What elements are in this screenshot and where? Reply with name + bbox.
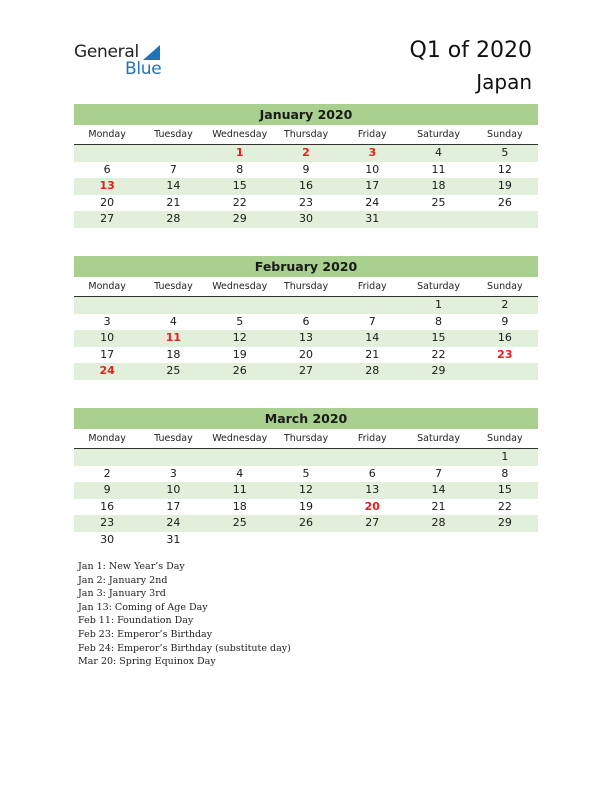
day-cell: 28	[365, 364, 380, 377]
day-cell: 1	[235, 146, 244, 159]
holiday-note: Feb 24: Emperor’s Birthday (substitute day)	[78, 642, 291, 654]
day-cell: 8	[501, 466, 509, 480]
weekday-label: Sunday	[487, 281, 523, 292]
day-cell: 9	[103, 483, 111, 496]
day-cell: 10	[365, 162, 380, 176]
day-cell: 1	[501, 450, 509, 463]
day-cell: 26	[497, 195, 512, 209]
day-cell: 17	[166, 499, 181, 513]
day-cell: 24	[166, 516, 181, 529]
empty-day-cell	[472, 532, 538, 549]
day-cell: 28	[431, 516, 446, 529]
day-cell: 31	[365, 212, 380, 225]
day-cell: 25	[232, 516, 247, 529]
weekday-label: Tuesday	[154, 129, 193, 140]
weekday-header-row	[74, 128, 538, 145]
holiday-note: Feb 11: Foundation Day	[78, 615, 194, 627]
day-cell: 18	[431, 179, 446, 192]
day-cell: 18	[232, 499, 247, 513]
day-cell: 11	[232, 483, 247, 496]
day-cell: 7	[368, 314, 376, 328]
day-cell: 13	[99, 179, 115, 192]
week-row	[74, 532, 538, 549]
weekday-label: Monday	[88, 281, 126, 292]
day-cell: 16	[298, 179, 313, 192]
month-title: March 2020	[74, 408, 538, 429]
day-cell: 3	[368, 146, 377, 159]
day-cell: 14	[166, 179, 181, 192]
day-cell: 22	[497, 499, 512, 513]
day-cell: 1	[435, 298, 443, 311]
day-cell: 12	[497, 162, 512, 176]
day-cell: 3	[103, 314, 111, 328]
holiday-note: Jan 13: Coming of Age Day	[78, 601, 208, 613]
day-cell: 4	[236, 466, 244, 480]
brand-logo	[74, 42, 174, 78]
weekday-label: Thursday	[283, 281, 329, 292]
day-cell: 23	[497, 347, 513, 361]
logo-flag-icon	[143, 45, 160, 60]
empty-day-cell	[273, 449, 339, 466]
day-cell: 15	[232, 179, 247, 192]
day-cell: 22	[431, 347, 446, 361]
day-cell: 2	[103, 466, 111, 480]
empty-day-cell	[140, 449, 206, 466]
empty-day-cell	[273, 297, 339, 314]
day-cell: 5	[302, 466, 310, 480]
empty-day-cell	[405, 449, 471, 466]
weekday-label: Wednesday	[212, 433, 268, 444]
day-cell: 13	[365, 483, 380, 496]
day-cell: 7	[169, 162, 177, 176]
empty-day-cell	[74, 297, 140, 314]
holiday-note: Jan 3: January 3rd	[78, 588, 166, 600]
day-cell: 2	[302, 146, 310, 159]
day-cell: 14	[431, 483, 446, 496]
day-cell: 30	[298, 212, 313, 225]
empty-day-cell	[207, 449, 273, 466]
day-cell: 6	[103, 162, 111, 176]
day-cell: 25	[431, 195, 446, 209]
day-cell: 12	[232, 331, 247, 344]
day-cell: 26	[298, 516, 313, 529]
weekday-label: Tuesday	[154, 433, 193, 444]
day-cell: 23	[298, 195, 313, 209]
holiday-note: Feb 23: Emperor’s Birthday	[78, 628, 213, 640]
day-cell: 24	[365, 195, 380, 209]
week-row	[74, 466, 538, 483]
weekday-label: Thursday	[283, 129, 329, 140]
empty-day-cell	[273, 532, 339, 549]
month-calendar-february	[74, 256, 538, 380]
holiday-note: Jan 2: January 2nd	[78, 574, 168, 586]
week-row	[74, 330, 538, 347]
day-cell: 17	[365, 179, 380, 192]
week-row	[74, 162, 538, 179]
day-cell: 31	[166, 532, 181, 546]
day-cell: 28	[166, 212, 181, 225]
weekday-label: Sunday	[487, 433, 523, 444]
day-cell: 20	[100, 195, 115, 209]
empty-day-cell	[207, 297, 273, 314]
day-cell: 24	[99, 364, 115, 377]
weekday-label: Friday	[357, 433, 387, 444]
holiday-notes	[78, 560, 291, 669]
weekday-label: Friday	[357, 129, 387, 140]
week-row	[74, 449, 538, 466]
day-cell: 9	[302, 162, 310, 176]
page-title: Q1 of 2020	[409, 38, 532, 63]
weekday-label: Saturday	[417, 433, 460, 444]
empty-day-cell	[339, 449, 405, 466]
day-cell: 27	[365, 516, 380, 529]
month-title: January 2020	[74, 104, 538, 125]
logo-word-blue: Blue	[125, 59, 162, 79]
day-cell: 8	[435, 314, 443, 328]
weekday-label: Wednesday	[212, 281, 268, 292]
day-cell: 29	[431, 364, 446, 377]
day-cell: 7	[435, 466, 443, 480]
day-cell: 27	[298, 364, 313, 377]
week-row	[74, 482, 538, 499]
week-row	[74, 297, 538, 314]
day-cell: 18	[166, 347, 181, 361]
week-row	[74, 515, 538, 532]
day-cell: 17	[100, 347, 115, 361]
weekday-label: Wednesday	[212, 129, 268, 140]
weekday-header-row	[74, 280, 538, 297]
day-cell: 26	[232, 364, 247, 377]
weekday-label: Monday	[88, 433, 126, 444]
weekday-label: Sunday	[487, 129, 523, 140]
day-cell: 25	[166, 364, 181, 377]
empty-day-cell	[74, 449, 140, 466]
day-cell: 5	[501, 146, 509, 159]
day-cell: 29	[497, 516, 512, 529]
empty-day-cell	[339, 297, 405, 314]
empty-day-cell	[74, 145, 140, 162]
week-row	[74, 363, 538, 380]
day-cell: 5	[236, 314, 244, 328]
day-cell: 9	[501, 314, 509, 328]
day-cell: 4	[169, 314, 177, 328]
empty-day-cell	[405, 211, 471, 228]
day-cell: 15	[497, 483, 512, 496]
day-cell: 3	[169, 466, 177, 480]
day-cell: 27	[100, 212, 115, 225]
week-row	[74, 499, 538, 516]
empty-day-cell	[472, 211, 538, 228]
holiday-note: Mar 20: Spring Equinox Day	[78, 656, 216, 668]
day-cell: 4	[435, 146, 443, 159]
day-cell: 30	[100, 532, 115, 546]
day-cell: 11	[165, 331, 182, 344]
day-cell: 23	[100, 516, 115, 529]
day-cell: 15	[431, 331, 446, 344]
weekday-label: Tuesday	[154, 281, 193, 292]
day-cell: 29	[232, 212, 247, 225]
empty-day-cell	[140, 145, 206, 162]
weekday-header-row	[74, 432, 538, 449]
day-cell: 10	[100, 331, 115, 344]
country-subtitle: Japan	[476, 70, 532, 94]
day-cell: 6	[302, 314, 310, 328]
empty-day-cell	[405, 532, 471, 549]
holiday-note: Jan 1: New Year’s Day	[78, 561, 185, 572]
day-cell: 14	[365, 331, 380, 344]
logo-word-general: General	[74, 42, 139, 62]
day-cell: 12	[298, 483, 313, 496]
empty-day-cell	[140, 297, 206, 314]
day-cell: 20	[364, 499, 380, 513]
day-cell: 6	[368, 466, 376, 480]
day-cell: 10	[166, 483, 181, 496]
day-cell: 21	[365, 347, 380, 361]
weekday-label: Saturday	[417, 129, 460, 140]
day-cell: 19	[497, 179, 512, 192]
month-calendar-march	[74, 408, 538, 548]
empty-day-cell	[207, 532, 273, 549]
day-cell: 19	[232, 347, 247, 361]
day-cell: 22	[232, 195, 247, 209]
day-cell: 2	[501, 298, 509, 311]
weekday-label: Saturday	[417, 281, 460, 292]
day-cell: 19	[298, 499, 313, 513]
month-title: February 2020	[74, 256, 538, 277]
day-cell: 8	[236, 162, 244, 176]
day-cell: 11	[431, 162, 446, 176]
day-cell: 21	[431, 499, 446, 513]
week-row	[74, 178, 538, 195]
month-calendar-january	[74, 104, 538, 228]
week-row	[74, 314, 538, 331]
day-cell: 21	[166, 195, 181, 209]
week-row	[74, 145, 538, 162]
day-cell: 16	[497, 331, 512, 344]
weekday-label: Friday	[357, 281, 387, 292]
empty-day-cell	[339, 532, 405, 549]
day-cell: 13	[298, 331, 313, 344]
week-row	[74, 347, 538, 364]
weekday-label: Monday	[88, 129, 126, 140]
day-cell: 16	[100, 499, 115, 513]
day-cell: 20	[298, 347, 313, 361]
empty-day-cell	[472, 363, 538, 380]
week-row	[74, 211, 538, 228]
weekday-label: Thursday	[283, 433, 329, 444]
week-row	[74, 195, 538, 212]
